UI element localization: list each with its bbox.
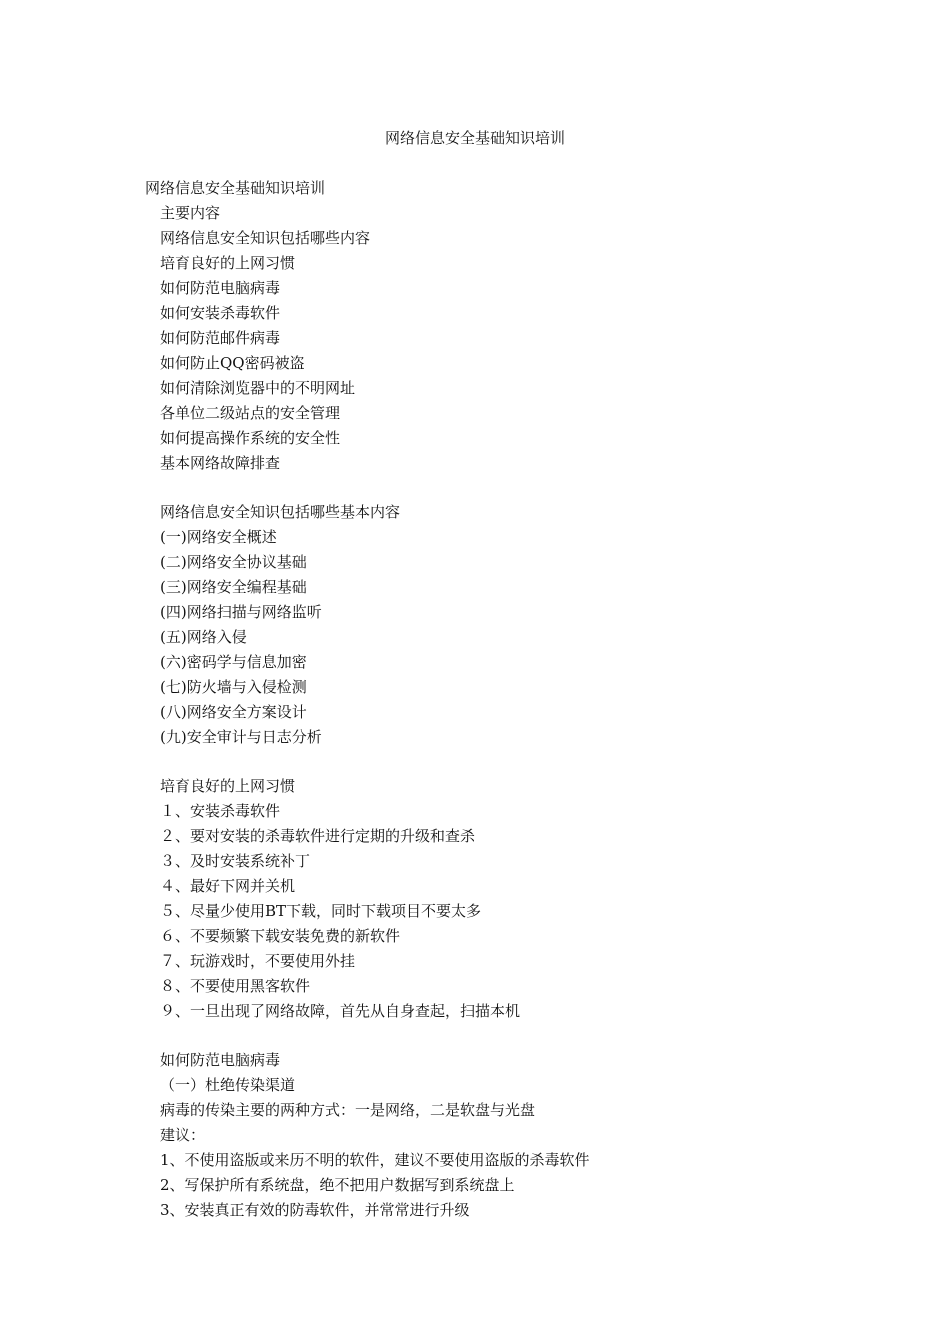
section-content-heading: 网络信息安全知识包括哪些基本内容 (160, 503, 401, 521)
virus-subheading: （一）杜绝传染渠道 (160, 1076, 296, 1094)
section-habits-heading: 培育良好的上网习惯 (160, 777, 296, 795)
habit-item: ９、一旦出现了网络故障，首先从自身查起，扫描本机 (160, 1002, 521, 1020)
content-item: (三)网络安全编程基础 (160, 578, 307, 596)
advice-item: 1、不使用盗版或来历不明的软件，建议不要使用盗版的杀毒软件 (160, 1151, 590, 1169)
content-item: (九)安全审计与日志分析 (160, 728, 322, 746)
outline-item: 如何防止QQ密码被盗 (160, 354, 305, 372)
advice-label: 建议： (160, 1126, 206, 1144)
outline-item: 培育良好的上网习惯 (160, 254, 296, 272)
content-item: (一)网络安全概述 (160, 528, 277, 546)
advice-item: 2、写保护所有系统盘，绝不把用户数据写到系统盘上 (160, 1176, 515, 1194)
content-item: (八)网络安全方案设计 (160, 703, 307, 721)
outline-item: 如何提高操作系统的安全性 (160, 429, 341, 447)
habit-item: ８、不要使用黑客软件 (160, 977, 311, 995)
habit-item: ７、玩游戏时，不要使用外挂 (160, 952, 356, 970)
virus-statement: 病毒的传染主要的两种方式：一是网络，二是软盘与光盘 (160, 1101, 536, 1119)
content-item: (四)网络扫描与网络监听 (160, 603, 322, 621)
outline-item: 各单位二级站点的安全管理 (160, 404, 341, 422)
document-heading: 网络信息安全基础知识培训 (145, 179, 326, 197)
content-item: (六)密码学与信息加密 (160, 653, 307, 671)
habit-item: ３、及时安装系统补丁 (160, 852, 311, 870)
content-item: (二)网络安全协议基础 (160, 553, 307, 571)
document-title: 网络信息安全基础知识培训 (384, 129, 565, 147)
outline-item: 如何防范邮件病毒 (160, 329, 281, 347)
outline-item: 如何防范电脑病毒 (160, 279, 281, 297)
outline-item: 如何安装杀毒软件 (160, 304, 281, 322)
outline-item: 如何清除浏览器中的不明网址 (160, 379, 356, 397)
advice-item: 3、安装真正有效的防毒软件，并常常进行升级 (160, 1201, 470, 1219)
outline-item: 网络信息安全知识包括哪些内容 (160, 229, 371, 247)
habit-item: ４、最好下网并关机 (160, 877, 296, 895)
content-item: (五)网络入侵 (160, 628, 247, 646)
outline-label: 主要内容 (160, 204, 221, 222)
section-virus-heading: 如何防范电脑病毒 (160, 1051, 281, 1069)
content-item: (七)防火墙与入侵检测 (160, 678, 307, 696)
habit-item: ５、尽量少使用BT下载，同时下载项目不要太多 (160, 902, 482, 920)
habit-item: １、安装杀毒软件 (160, 802, 281, 820)
outline-item: 基本网络故障排查 (160, 454, 281, 472)
habit-item: ６、不要频繁下载安装免费的新软件 (160, 927, 401, 945)
habit-item: ２、要对安装的杀毒软件进行定期的升级和查杀 (160, 827, 476, 845)
